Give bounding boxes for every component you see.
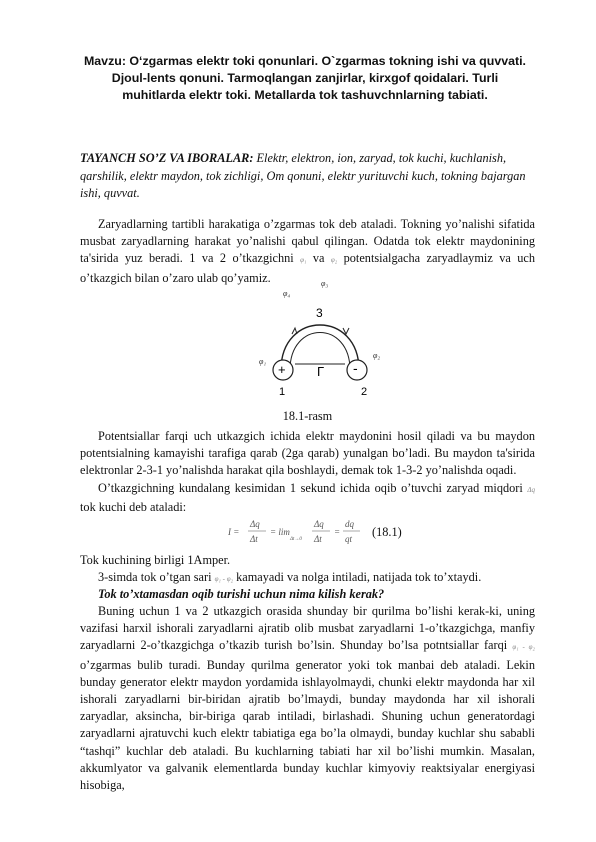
current-def-text-a: O’tkazgichning kundalang kesimidan 1 sekund ichida oqib o’tuvchi zaryad miqdori	[98, 481, 528, 495]
phi4-label: φ₄	[283, 289, 291, 298]
formula-lim-sub: Δt→0	[290, 537, 302, 542]
figure-caption: 18.1-rasm	[282, 409, 333, 423]
node-3-label: 3	[316, 306, 323, 320]
phi1-label: φ₁	[259, 357, 267, 366]
paragraph-unit: Tok kuchining birligi 1Amper.	[80, 553, 231, 567]
formula-eq: =	[334, 527, 341, 537]
node-1-label: 1	[279, 386, 286, 398]
potential-diff-symbol: φ₁ - φ₂	[214, 575, 234, 583]
generator-label: Г	[317, 364, 325, 379]
current-def-text-b: tok kuchi deb ataladi:	[80, 500, 187, 515]
phi2-label: φ₂	[373, 351, 381, 360]
formula-frac2-den: Δt	[314, 534, 322, 544]
formula-frac2-num: Δq	[314, 519, 324, 529]
decrease-text-b: kamayadi va nolga intiladi, natijada tok to’xtaydi.	[233, 570, 482, 584]
page-title	[80, 53, 530, 104]
node-2-label: 2	[361, 386, 368, 398]
formula-frac1-num: Δq	[250, 519, 260, 529]
formula-lhs: I =	[228, 527, 240, 537]
generator-text-b: o’zgarmas bulib turadi. Bunday qurilma generator yoki tok manbai deb ataladi. Lekin bunday generator elektr maydon yordamida ishlayolmaydi, chunki elektr maydonda har xil ishorali zaryadlarni bir-biridan ajratib bo’lmaydi, bunday maydonda har xil ishorali zaryadlar, aksincha, bir-biriga qarab intiladi, birlashadi. Shuning uchun generatordagi zaryadlarni ajratuvchi kuch elektr tabiatiga ega bo’la olmaydi, bunday kuchlar shu sababli “tashqi” kuchlar deb ataladi. Bu kuchlarning tabiati har xil bo’lishi mumkin. Masalan, akkumlyator va galvanik elementlarda bunday kuchlar kimyoviy reaktsiyalar energiyasi hisobiga,	[80, 657, 535, 793]
title-line-2: Djoul-lents qonuni. Tarmoqlangan zanjirlar, kirxgof qoidalari. Turli	[111, 71, 499, 85]
decrease-text-a: 3-simda tok o’tgan sari	[98, 570, 215, 584]
paragraph-field: Potentsiallar farqi uch utkazgich ichida elektr maydonini hosil qiladi va bu maydon potentsialning kamayishi tarafiga qarab (2ga qarab) yunalgan bo’ladi. Bu maydon ta'sirida elektronlar 2-3-1 yo’nalishda harakat qila boshlaydi, demak tok 1-3-2 yo’nalishda oqadi.	[80, 429, 535, 478]
phi2-symbol: φ₂	[330, 256, 338, 265]
generator-text-a: Buning uchun 1 va 2 utkazgich orasida shunday bir qurilma bo’lishi kerak-ki, uning vazifasi harxil ishorali zaryadlarni ajratib olib musbat zaryadlarni 1-o’tkazgichga, manfiy zaryadlarni 2-o’tkazgichga o’tkazib turish bo’lsin. Shunday bo’lsa potntsiallar farqi	[80, 604, 535, 653]
keywords-section	[80, 150, 535, 203]
formula-frac1-den: Δt	[250, 534, 258, 544]
plus-sign: +	[278, 362, 286, 377]
current-arrow-left	[292, 328, 297, 334]
potential-diff-symbol-2: φ₁ - φ₂	[512, 643, 535, 652]
question-heading: Tok to’xtamasdan oqib turishi uchun nima kilish kerak?	[98, 587, 385, 601]
formula-lim: = lim	[270, 527, 290, 537]
keywords-label: TAYANCH SO’Z VA IBORALAR:	[80, 151, 254, 165]
title-line-1: Mavzu: O‘zgarmas elektr toki qonunlari. O`zgarmas tokning ishi va quvvati.	[83, 54, 527, 68]
paragraph-intro	[80, 216, 535, 287]
phi3-label: φ₃	[321, 280, 329, 288]
title-line-3: muhitlarda elektr toki. Metallarda tok tashuvchnlarning tabiati.	[122, 88, 488, 102]
keywords-text: Elektr, elektron, ion, zaryad, tok kuchi, kuchlanish, qarshilik, elektr maydon, tok zichligi, Om qonuni, elektr yurituvchi kuch, tokning bajargan ishi, quvvat.	[80, 151, 526, 200]
paragraph-current-def	[80, 480, 535, 516]
delta-q-symbol: Δq	[527, 486, 535, 494]
formula-frac3-num: dq	[345, 519, 354, 529]
intro-text-c: potentsialgacha zaryadlaymiz va uch o’tkazgich bilan o’zaro ulab qo’yamiz.	[80, 251, 535, 285]
circuit-figure	[245, 280, 395, 398]
paragraph-generator	[80, 603, 535, 794]
formula-frac3-den: qt	[345, 534, 353, 544]
minus-sign: -	[353, 360, 358, 376]
intro-text-a: Zaryadlarning tartibli harakatiga o’zgarmas tok deb ataladi. Tokning yo’nalishi sifatida musbat zaryadlarning harakat yo’nalishi qabul qilingan. Odatda tok elektr maydonining ta'sirida yuz beradi. 1 va 2 o’tkazgichni	[80, 217, 535, 266]
phi1-symbol: φ₁	[300, 256, 307, 265]
formula-number: (18.1)	[372, 525, 402, 539]
intro-text-b: va	[306, 251, 331, 266]
